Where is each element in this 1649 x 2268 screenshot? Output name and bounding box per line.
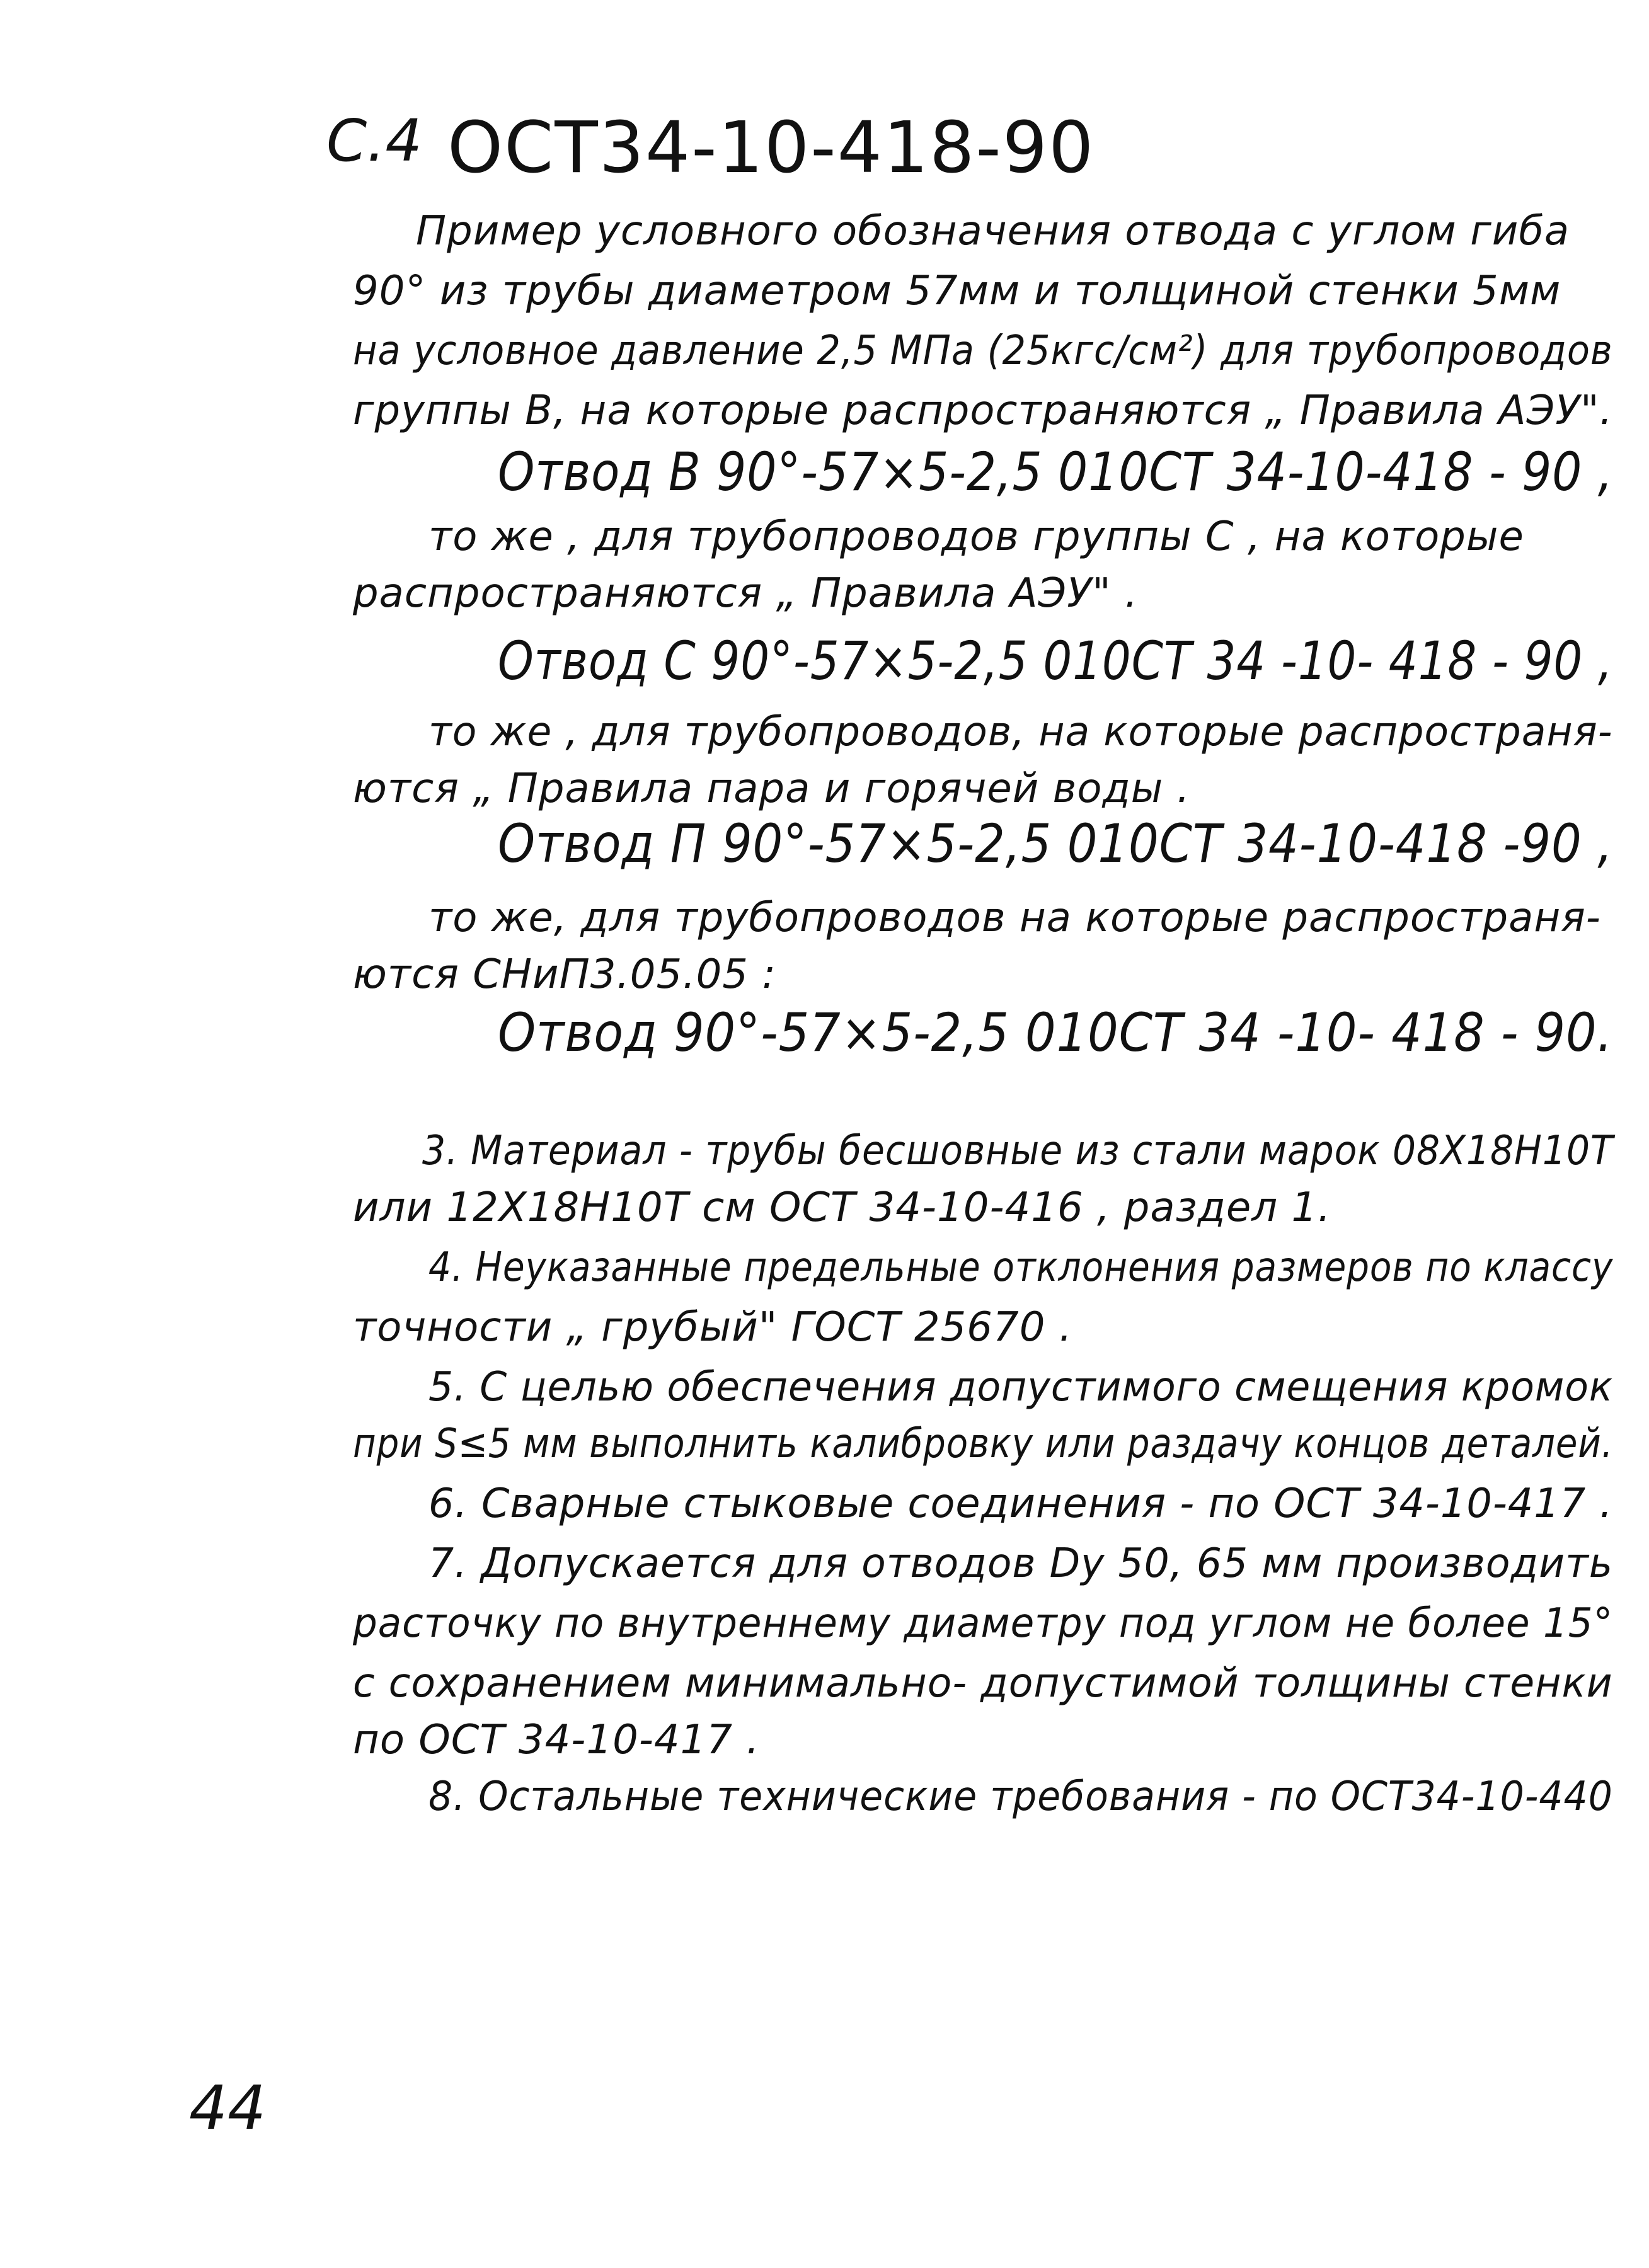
same-c-line-2: распространяются „ Правила АЭУ" . — [353, 570, 1139, 617]
req-5-line-1: 5. С целью обеспечения допустимого смещения кромок — [428, 1364, 1614, 1411]
req-8-line: 8. Остальные технические требования - по ОСТ34-10-440 — [428, 1773, 1613, 1820]
designation-b: Отвод В 90°-57×5-2,5 010СТ 34-10-418 - 90 , — [498, 441, 1614, 503]
req-3-line-1: 3. Материал - трубы бесшовные из стали марок 08Х18Н10Т — [422, 1128, 1614, 1174]
same-snip-line-2: ются СНиП3.05.05 : — [353, 951, 776, 998]
req-5-line-2: при S≤5 мм выполнить калибровку или раздачу концов деталей. — [353, 1421, 1614, 1467]
req-7-line-2: расточку по внутреннему диаметру под углом не более 15° — [353, 1600, 1614, 1647]
same-p-line-2: ются „ Правила пара и горячей воды . — [353, 765, 1190, 812]
req-4-line-2: точности „ грубый" ГОСТ 25670 . — [353, 1304, 1073, 1351]
intro-line-3: на условное давление 2,5 МПа (25кгс/см²) для трубопроводов — [353, 328, 1613, 374]
req-7-line-1: 7. Допускается для отводов Dу 50, 65 мм производить — [428, 1540, 1614, 1587]
req-3-line-2: или 12Х18Н10Т см ОСТ 34-10-416 , раздел 1. — [353, 1184, 1331, 1231]
designation-snip: Отвод 90°-57×5-2,5 010СТ 34 -10- 418 - 90. — [498, 1002, 1613, 1063]
designation-c: Отвод С 90°-57×5-2,5 010СТ 34 -10- 418 - 90 , — [498, 630, 1613, 692]
intro-line-1: Пример условного обозначения отвода с углом гиба — [416, 208, 1570, 255]
intro-line-2: 90° из трубы диаметром 57мм и толщиной стенки 5мм — [353, 268, 1561, 314]
same-snip-line-1: то же, для трубопроводов на которые распространя- — [428, 895, 1601, 941]
intro-line-4: группы В, на которые распространяются „ Правила АЭУ". — [353, 387, 1613, 434]
page-label: С.4 — [326, 107, 423, 175]
page-number: 44 — [189, 2073, 267, 2143]
req-4-line-1: 4. Неуказанные предельные отклонения размеров по классу — [428, 1244, 1614, 1291]
standard-code: ОСТ34-10-418-90 — [447, 107, 1095, 189]
req-7-line-3: с сохранением минимально- допустимой толщины стенки — [353, 1660, 1613, 1707]
req-6-line: 6. Сварные стыковые соединения - по ОСТ 34-10-417 . — [428, 1480, 1613, 1527]
same-c-line-1: то же , для трубопроводов группы С , на которые — [428, 513, 1524, 560]
req-7-line-4: по ОСТ 34-10-417 . — [353, 1717, 760, 1763]
same-p-line-1: то же , для трубопроводов, на которые распространя- — [428, 709, 1613, 755]
designation-p: Отвод П 90°-57×5-2,5 010СТ 34-10-418 -90 , — [498, 813, 1614, 874]
